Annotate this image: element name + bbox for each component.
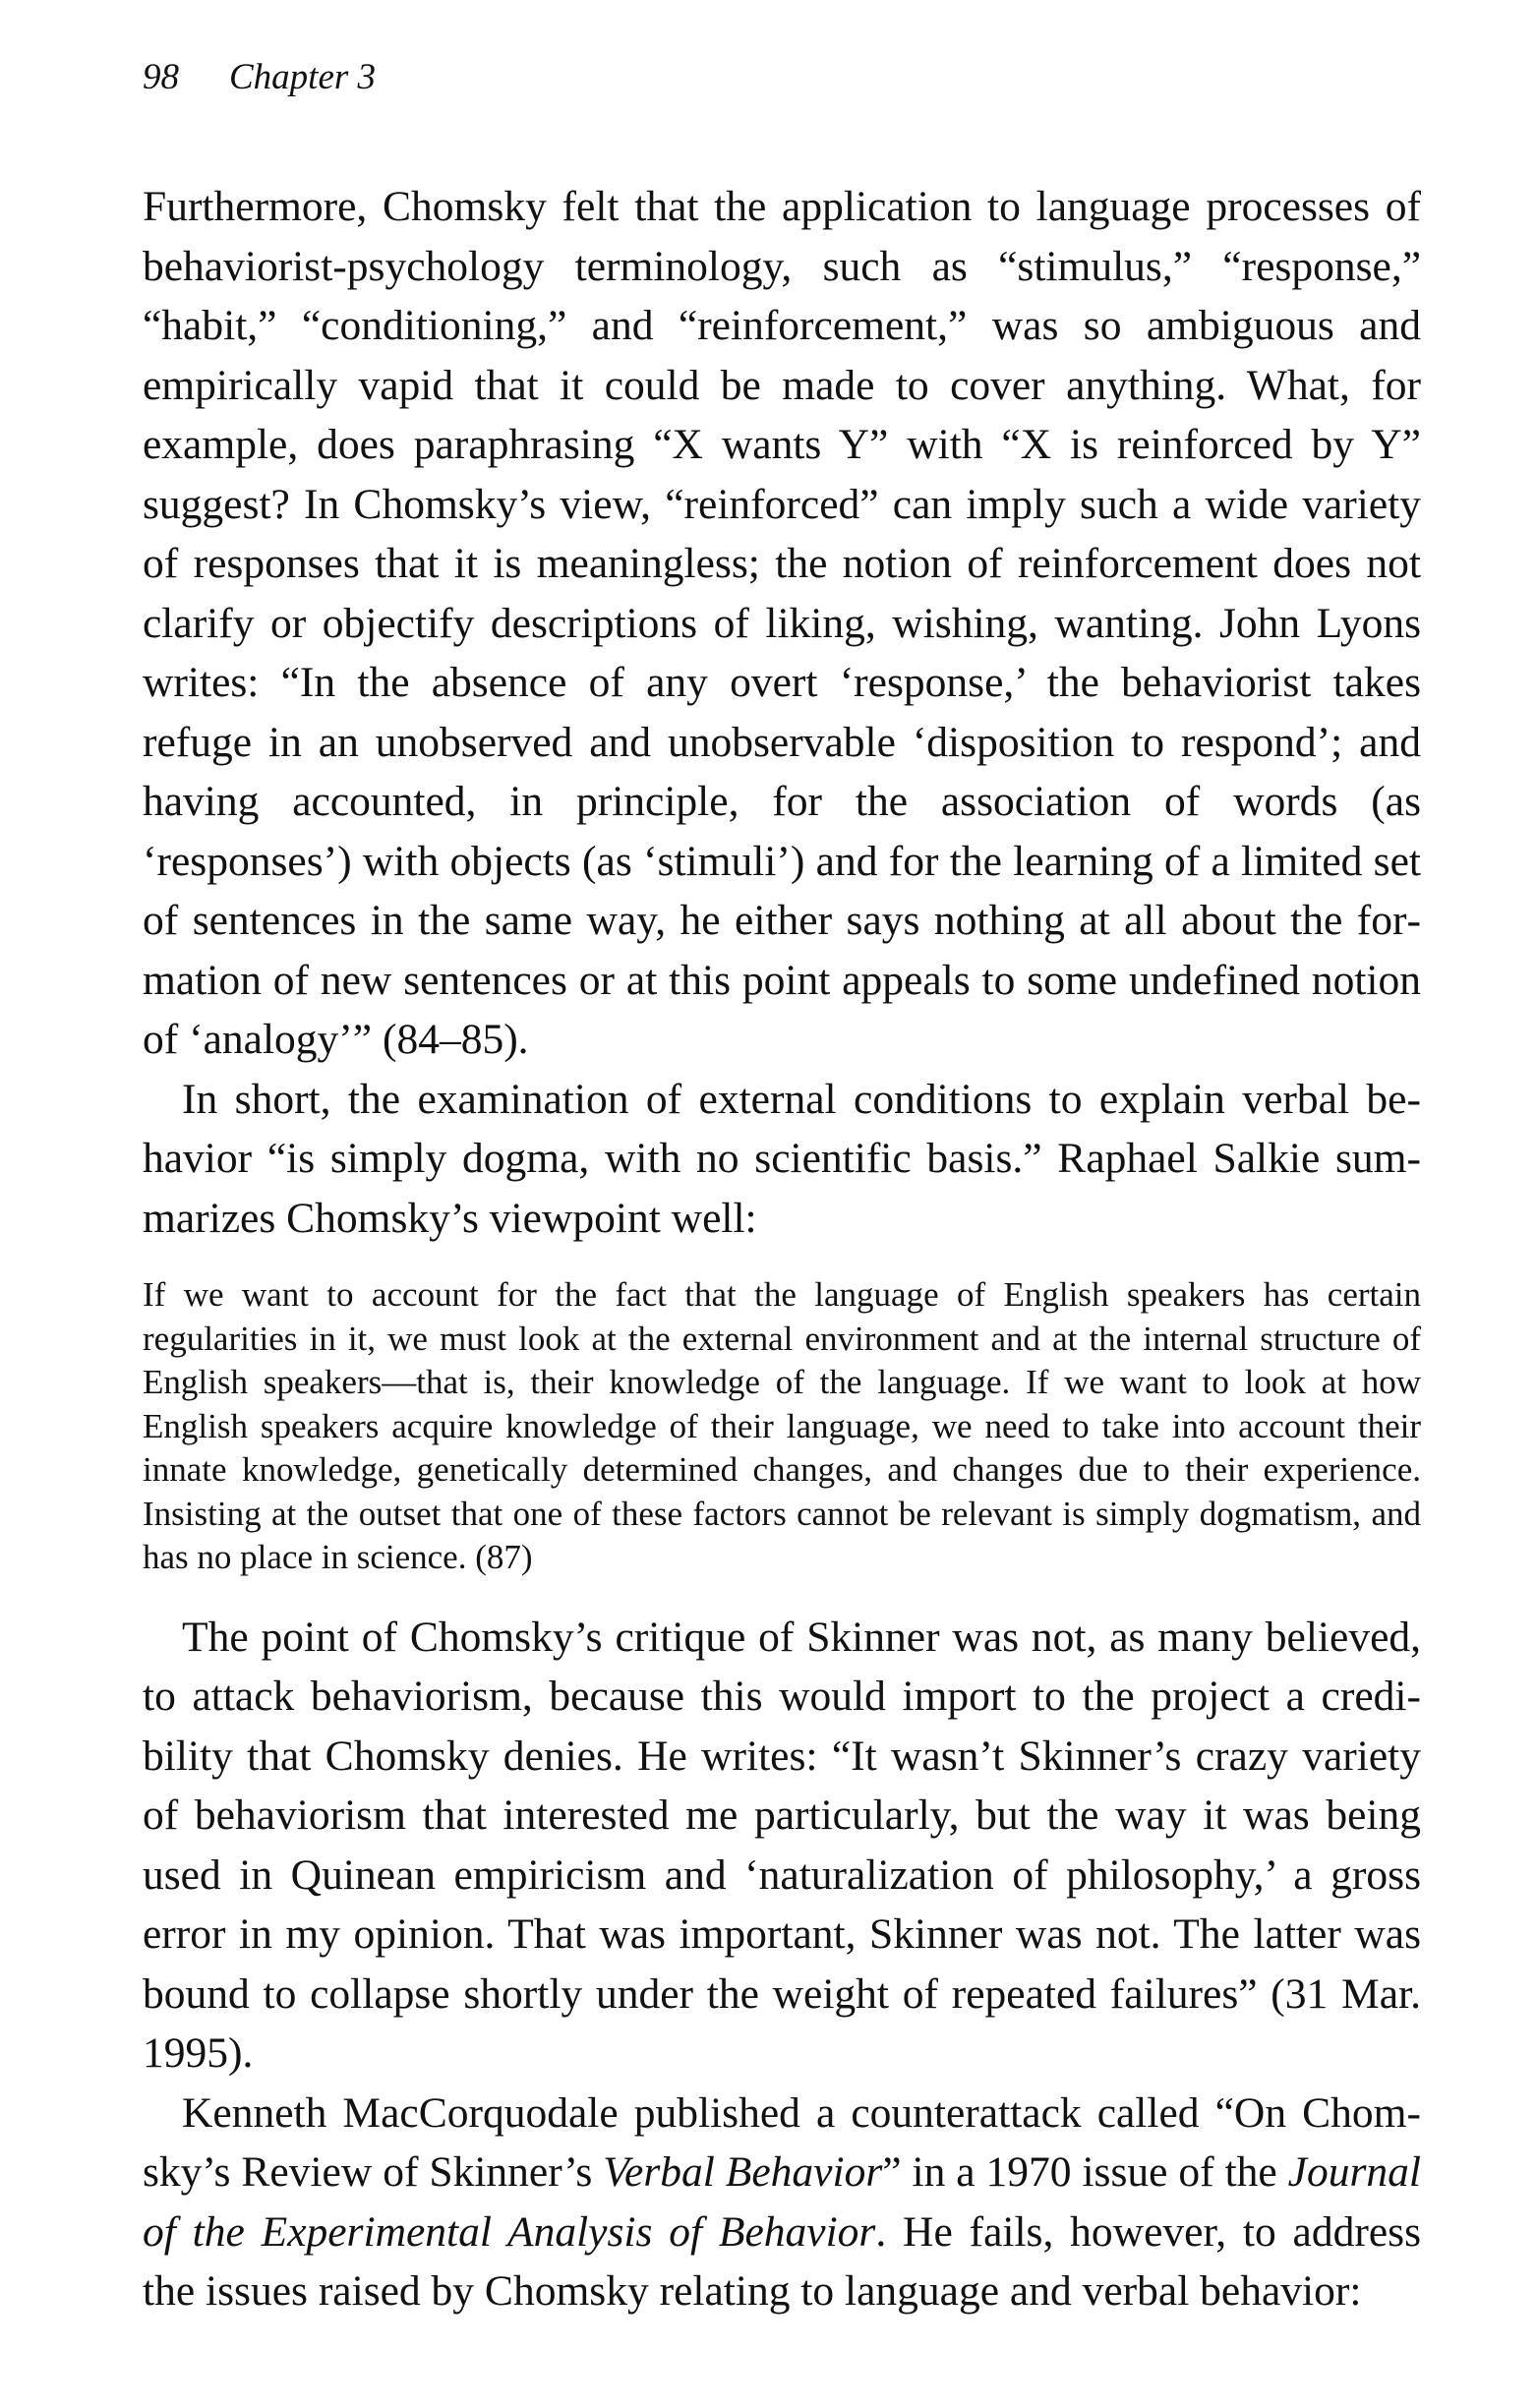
block-quote: If we want to account for the fact that the language of English speakers has certain regularities in it, we must look at the external environment and at the internal structure of English speakers—that is, their knowledge of the language. If we want to look at how English speakers acquire knowledge of their language, we need to take into account their innate knowledge, genetically determined changes, and changes due to their experience. Insisting at the outset that one of these factors cannot be relevant is simply dogmatism, and has no place in science. (87) [143, 1275, 1421, 1576]
paragraph-4-text-c: . He fails, however, to address the issues raised by Chomsky relating to language and verbal behavior: [143, 2207, 1422, 2315]
paragraph-4 [143, 2084, 1421, 2321]
paragraph-1: Furthermore, Chomsky felt that the application to language processes of behaviorist-psychology terminology, such as “stimulus,” “response,” “habit,” “conditioning,” and “reinforcement,” was so ambiguous and empirically vapid that it could be made to cover anything. What, for example, does paraphrasing “X wants Y” with “X is reinforced by Y” suggest? In Chomsky’s view, “reinforced” can imply such a wide variety of responses that it is meaningless; the notion of reinforcement does not clarify or objectify descriptions of liking, wishing, wanting. John Lyons writes: “In the absence of any overt ‘response,’ the behaviorist takes refuge in an unobserved and unobservable ‘disposition to respond’; and having accounted, in principle, for the association of words (as ‘responses’) with objects (as ‘stimuli’) and for the learning of a limited set of sentences in the same way, he either says nothing at all about the formation of new sentences or at this point appeals to some undefined notion of ‘analogy’” (84–85). [143, 183, 1421, 1063]
body-text [143, 177, 1421, 2321]
book-title-verbal-behavior: Verbal Behavior [603, 2148, 883, 2196]
chapter-title: Chapter 3 [229, 57, 377, 97]
paragraph-3: The point of Chomsky’s critique of Skinner was not, as many believed, to attack behaviorism, because this would import to the project a credibility that Chomsky denies. He writes: “It wasn’t Skinner’s crazy variety of behaviorism that interested me particularly, but the way it was being used in Quinean empiricism and ‘naturalization of philosophy,’ a gross error in my opinion. That was important, Skinner was not. The latter was bound to collapse shortly under the weight of repeated failures” (31 Mar. 1995). [143, 1613, 1421, 2077]
paragraph-2: In short, the examination of external conditions to explain verbal behavior “is simply dogma, with no scientific basis.” Raphael Salkie summarizes Chomsky’s viewpoint well: [143, 1075, 1421, 1242]
paragraph-4-text-b: ” in a 1970 issue of the [882, 2148, 1288, 2196]
journal-title: Journal of the Experimental Analysis of Behavior [143, 2148, 1421, 2256]
page-number: 98 [143, 57, 179, 97]
running-head [143, 59, 1421, 98]
paragraph-4-text-a: Kenneth MacCorquodale published a counterattack called “On Chomsky’s Review of Skinner’s [143, 2088, 1421, 2196]
book-page [143, 59, 1421, 2321]
